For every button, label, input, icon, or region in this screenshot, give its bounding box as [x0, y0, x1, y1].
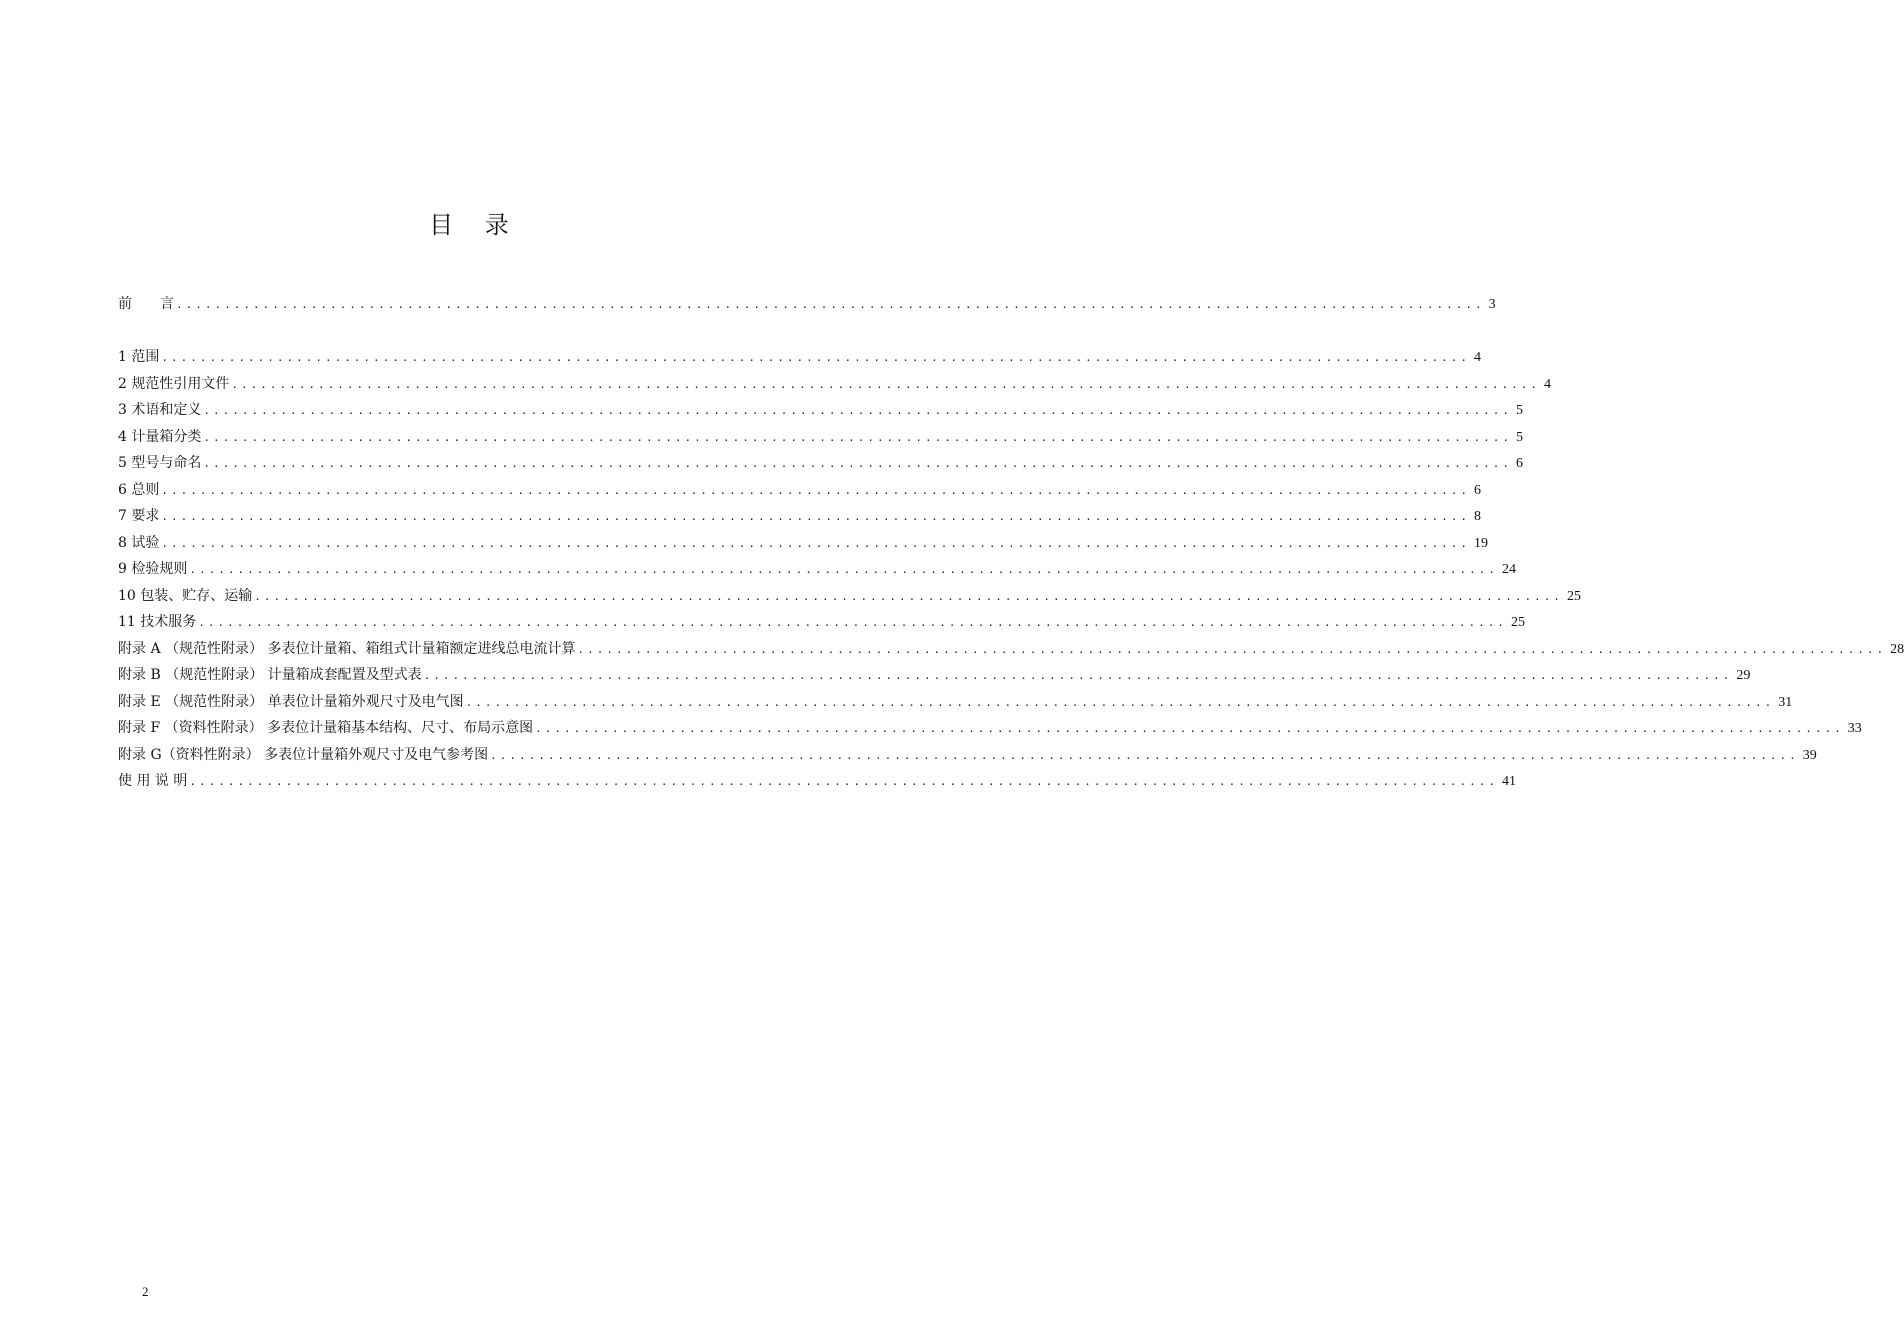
toc-leader-dots: ........................................................................................................................................ — [203, 404, 1513, 417]
toc-leader-dots: ........................................................................................................................................ — [535, 722, 1844, 735]
page-title: 目 录 — [429, 211, 521, 239]
toc-entry-11[interactable] — [118, 612, 1525, 632]
toc-entry-label: 4 计量箱分类 — [118, 429, 202, 445]
toc-entry-page: 19 — [1474, 536, 1489, 551]
toc-entry-label: 附录 F （资料性附录） 多表位计量箱基本结构、尺寸、布局示意图 — [118, 720, 534, 736]
toc-entry-label: 附录 A （规范性附录） 多表位计量箱、箱组式计量箱额定进线总电流计算 — [118, 641, 576, 657]
toc-leader-dots: ........................................................................................................................................ — [465, 696, 1775, 709]
toc-entry-5[interactable] — [118, 453, 1524, 473]
toc-entry-label: 7 要求 — [118, 508, 160, 524]
toc-leader-dots: ........................................................................................................................................ — [254, 590, 1563, 603]
toc-entry-page: 28 — [1890, 642, 1904, 657]
toc-entry-1[interactable] — [118, 347, 1482, 367]
toc-entry-label: 附录 E （规范性附录） 单表位计量箱外观尺寸及电气图 — [118, 694, 464, 710]
toc-entry-label: 3 术语和定义 — [118, 402, 202, 418]
toc-entry-label: 1 范围 — [118, 349, 160, 365]
toc-entry-instructions[interactable] — [118, 771, 1517, 791]
toc-leader-dots: ........................................................................................................................................ — [161, 484, 1471, 497]
toc-entry-page: 41 — [1502, 774, 1517, 789]
toc-entry-page: 25 — [1510, 615, 1525, 630]
toc-leader-dots: ........................................................................................................................................ — [189, 563, 1499, 576]
toc-entry-appendix-f[interactable] — [118, 718, 1862, 738]
toc-entry-label: 附录 B （规范性附录） 计量箱成套配置及型式表 — [118, 667, 422, 683]
toc-entry-label: 前 言 — [118, 296, 174, 312]
toc-entry-label: 附录 G（资料性附录） 多表位计量箱外观尺寸及电气参考图 — [118, 747, 489, 763]
toc-entry-page: 8 — [1474, 509, 1482, 524]
toc-entry-appendix-g[interactable] — [118, 745, 1817, 765]
toc-entry-6[interactable] — [118, 480, 1482, 500]
toc-entry-page: 4 — [1544, 377, 1552, 392]
toc-leader-dots: ........................................................................................................................................ — [189, 775, 1499, 788]
toc-leader-dots: ........................................................................................................................................ — [176, 298, 1485, 311]
toc-leader-dots: ........................................................................................................................................ — [577, 643, 1887, 656]
toc-leader-dots: ........................................................................................................................................ — [161, 351, 1471, 364]
toc-entry-10[interactable] — [118, 586, 1581, 606]
toc-entry-label: 5 型号与命名 — [118, 455, 202, 471]
toc-entry-page: 6 — [1474, 483, 1482, 498]
toc-entry-8[interactable] — [118, 533, 1489, 553]
toc-leader-dots: ........................................................................................................................................ — [161, 510, 1471, 523]
toc-entry-page: 33 — [1847, 721, 1862, 736]
toc-entry-7[interactable] — [118, 506, 1482, 526]
toc-leader-dots: ........................................................................................................................................ — [203, 431, 1513, 444]
toc-entry-9[interactable] — [118, 559, 1517, 579]
toc-entry-2[interactable] — [118, 374, 1552, 394]
toc-entry-label: 9 检验规则 — [118, 561, 188, 577]
toc-entry-page: 4 — [1474, 350, 1482, 365]
toc-entry-label: 8 试验 — [118, 535, 160, 551]
toc-entry-page: 3 — [1488, 297, 1496, 312]
toc-leader-dots: ........................................................................................................................................ — [490, 749, 1799, 762]
toc-entry-appendix-b[interactable] — [118, 665, 1751, 685]
toc-entry-page: 25 — [1566, 589, 1581, 604]
toc-leader-dots: ........................................................................................................................................ — [423, 669, 1733, 682]
toc-entry-label: 6 总则 — [118, 482, 160, 498]
toc-entry-page: 24 — [1502, 562, 1517, 577]
toc-leader-dots: ........................................................................................................................................ — [203, 457, 1513, 470]
toc-entry-label: 使 用 说 明 — [118, 773, 188, 789]
toc-entry-page: 5 — [1516, 403, 1524, 418]
toc-entry-page: 29 — [1736, 668, 1751, 683]
toc-leader-dots: ........................................................................................................................................ — [231, 378, 1541, 391]
toc-entry-page: 31 — [1778, 695, 1793, 710]
toc-entry-appendix-e[interactable] — [118, 692, 1793, 712]
toc-entry-page: 5 — [1516, 430, 1524, 445]
toc-entry-page: 39 — [1802, 748, 1817, 763]
toc-leader-dots: ........................................................................................................................................ — [161, 537, 1471, 550]
toc-entry-4[interactable] — [118, 427, 1524, 447]
toc-leader-dots: ........................................................................................................................................ — [198, 616, 1507, 629]
toc-entry-page: 6 — [1516, 456, 1524, 471]
page-number: 2 — [142, 1284, 149, 1299]
toc-entry-label: 10 包装、贮存、运输 — [118, 588, 253, 604]
toc-entry-appendix-a[interactable] — [118, 639, 1904, 659]
toc-entry-label: 11 技术服务 — [118, 614, 197, 630]
toc-entry-label: 2 规范性引用文件 — [118, 376, 230, 392]
toc-entry-3[interactable] — [118, 400, 1524, 420]
toc-entry-foreword[interactable] — [118, 294, 1496, 314]
